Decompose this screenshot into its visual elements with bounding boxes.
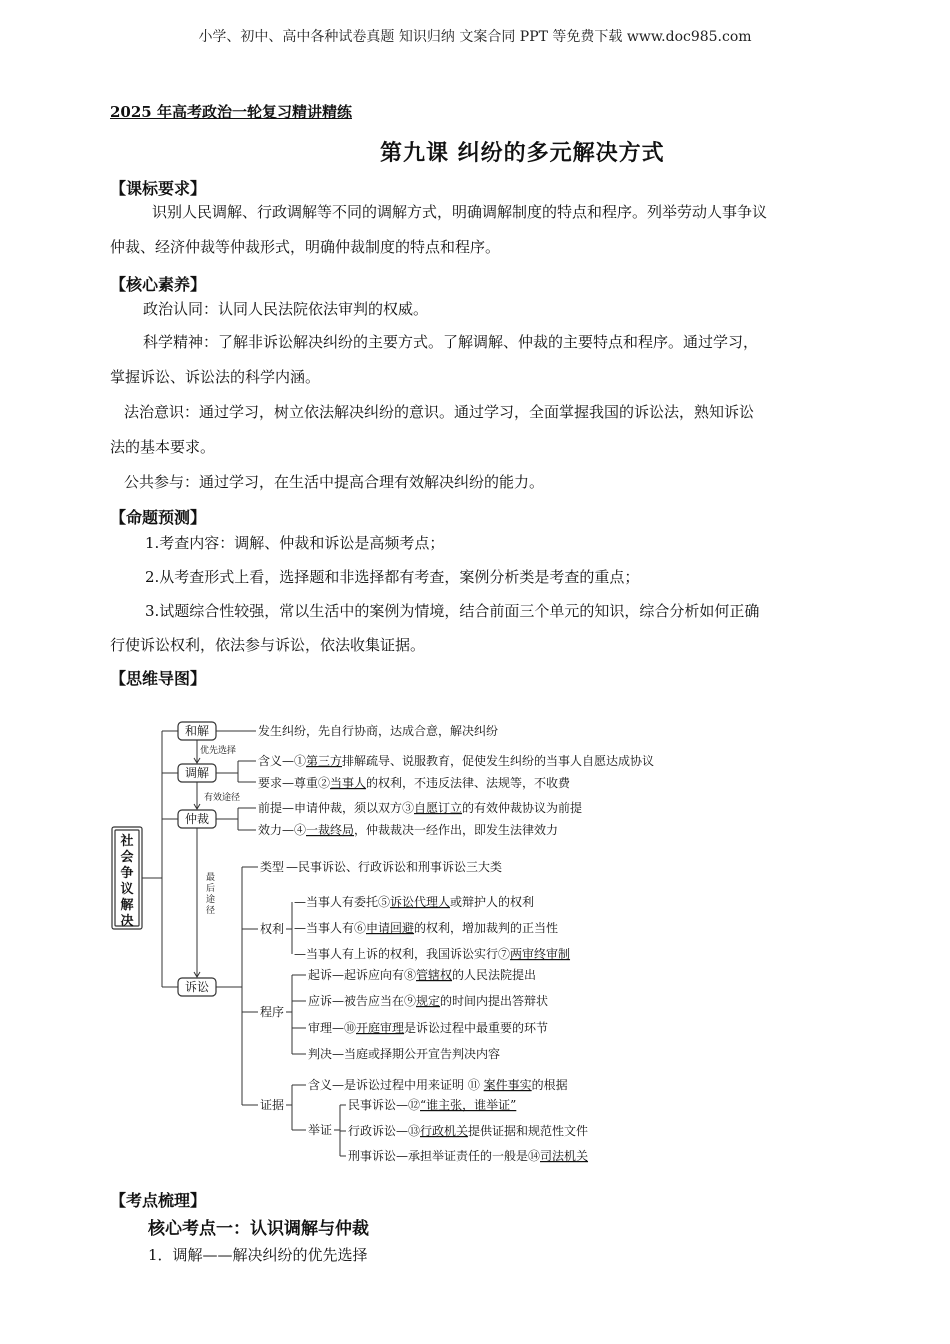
core-point-title: 核心考点一：认识调解与仲裁 xyxy=(148,1219,369,1239)
mind-map xyxy=(100,700,800,1180)
quanli-label: 权利 xyxy=(260,922,285,936)
juzheng-2: 行政诉讼—⑬行政机关提供证据和规范性文件 xyxy=(348,1124,589,1138)
juzheng-label: 举证 xyxy=(308,1123,333,1137)
section-heading-kaodian: 【考点梳理】 xyxy=(110,1191,207,1210)
root-char-3: 争 xyxy=(120,866,134,881)
kebiao-line-1: 识别人民调解、行政调解等不同的调解方式，明确调解制度的特点和程序。列举劳动人事争议 xyxy=(152,203,768,221)
node-tiaojie: 调解 xyxy=(184,766,210,780)
node-susong: 诉讼 xyxy=(184,980,210,994)
yuce-line-3: 3.试题综合性较强，常以生活中的案例为情境，结合前面三个单元的知识，综合分析如何正确 xyxy=(145,602,760,620)
kebiao-line-2: 仲裁、经济仲裁等仲裁形式，明确仲裁制度的特点和程序。 xyxy=(110,238,501,256)
chengxu-3: 审理—⑩开庭审理是诉讼过程中最重要的环节 xyxy=(308,1021,549,1035)
suyang-line-5: 法的基本要求。 xyxy=(110,438,216,456)
edge-label-youxiao: 有效途径 xyxy=(204,793,241,803)
zhongcai-qianti: 前提—申请仲裁，须以双方③自愿订立的有效仲裁协议为前提 xyxy=(258,801,583,815)
root-char-4: 议 xyxy=(120,882,134,897)
suyang-line-4: 法治意识：通过学习，树立依法解决纠纷的意识。通过学习，全面掌握我国的诉讼法，熟知诉讼 xyxy=(124,403,755,421)
quanli-3: —当事人有上诉的权利，我国诉讼实行⑦两审终审制 xyxy=(294,947,571,961)
zhongcai-xiaoli: 效力—④一裁终局，仲裁裁决一经作出，即发生法律效力 xyxy=(258,823,559,837)
suyang-line-3: 掌握诉讼、诉讼法的科学内涵。 xyxy=(110,368,321,386)
edge-label-youxian: 优先选择 xyxy=(200,746,237,756)
quanli-1: —当事人有委托⑤诉讼代理人或辩护人的权利 xyxy=(294,895,535,909)
zhengju-hanyi: 含义—是诉讼过程中用来证明 ⑪ 案件事实的根据 xyxy=(308,1078,568,1092)
section-heading-mindmap: 【思维导图】 xyxy=(110,669,207,688)
edge-label-zuihou-1: 最 xyxy=(206,873,216,883)
root-char-1: 社 xyxy=(120,834,134,849)
chengxu-1: 起诉—起诉应向有⑧管辖权的人民法院提出 xyxy=(308,968,537,982)
root-char-5: 解 xyxy=(120,898,134,913)
root-char-6: 决 xyxy=(120,914,134,929)
hejie-desc: 发生纠纷，先自行协商，达成合意，解决纠纷 xyxy=(258,724,499,738)
node-zhongcai: 仲裁 xyxy=(184,812,210,826)
suyang-line-1: 政治认同：认同人民法院依法审判的权威。 xyxy=(143,300,429,318)
section-heading-suyang: 【核心素养】 xyxy=(110,275,207,294)
tiaojie-yaoqiu: 要求—尊重②当事人的权利，不违反法律、法规等，不收费 xyxy=(258,776,571,790)
site-banner: 小学、初中、高中各种试卷真题 知识归纳 文案合同 PPT 等免费下载 www.doc985.com xyxy=(198,29,752,45)
root-char-2: 会 xyxy=(120,850,134,865)
edge-label-zuihou-4: 径 xyxy=(206,906,216,916)
yuce-line-1: 1.考查内容：调解、仲裁和诉讼是高频考点； xyxy=(145,534,445,552)
edge-label-zuihou-2: 后 xyxy=(206,884,216,894)
suyang-line-2: 科学精神：了解非诉讼解决纠纷的主要方式。了解调解、仲裁的主要特点和程序。通过学习， xyxy=(143,333,759,351)
node-hejie: 和解 xyxy=(184,724,210,738)
section-heading-yuce: 【命题预测】 xyxy=(110,508,207,527)
quanli-2: —当事人有⑥申请回避的权利，增加裁判的正当性 xyxy=(294,921,559,935)
tiaojie-hanyi: 含义—①第三方排解疏导、说服教育，促使发生纠纷的当事人自愿达成协议 xyxy=(258,754,655,768)
juzheng-3: 刑事诉讼—承担举证责任的一般是⑭司法机关 xyxy=(348,1149,589,1163)
doc-subtitle: 2025 年高考政治一轮复习精讲精练 xyxy=(110,103,352,121)
edge-label-zuihou-3: 途 xyxy=(206,895,216,905)
chengxu-label: 程序 xyxy=(260,1005,285,1019)
chengxu-2: 应诉—被告应当在⑨规定的时间内提出答辩状 xyxy=(308,994,549,1008)
suyang-line-6: 公共参与：通过学习，在生活中提高合理有效解决纠纷的能力。 xyxy=(124,473,545,491)
leixing-label: 类型 xyxy=(260,860,285,874)
yuce-line-2: 2.从考查形式上看，选择题和非选择都有考查，案例分析类是考查的重点； xyxy=(145,568,640,586)
yuce-line-4: 行使诉讼权利，依法参与诉讼，依法收集证据。 xyxy=(110,636,426,654)
section-heading-kebiao: 【课标要求】 xyxy=(110,179,207,198)
zhengju-label: 证据 xyxy=(260,1098,285,1112)
juzheng-1: 民事诉讼—⑫“谁主张，谁举证” xyxy=(348,1098,517,1112)
page-title: 第九课 纠纷的多元解决方式 xyxy=(380,140,665,166)
kaodian-item-1: 1．调解——解决纠纷的优先选择 xyxy=(148,1246,368,1264)
leixing-desc: —民事诉讼、行政诉讼和刑事诉讼三大类 xyxy=(286,860,503,874)
chengxu-4: 判决—当庭或择期公开宣告判决内容 xyxy=(308,1047,501,1061)
